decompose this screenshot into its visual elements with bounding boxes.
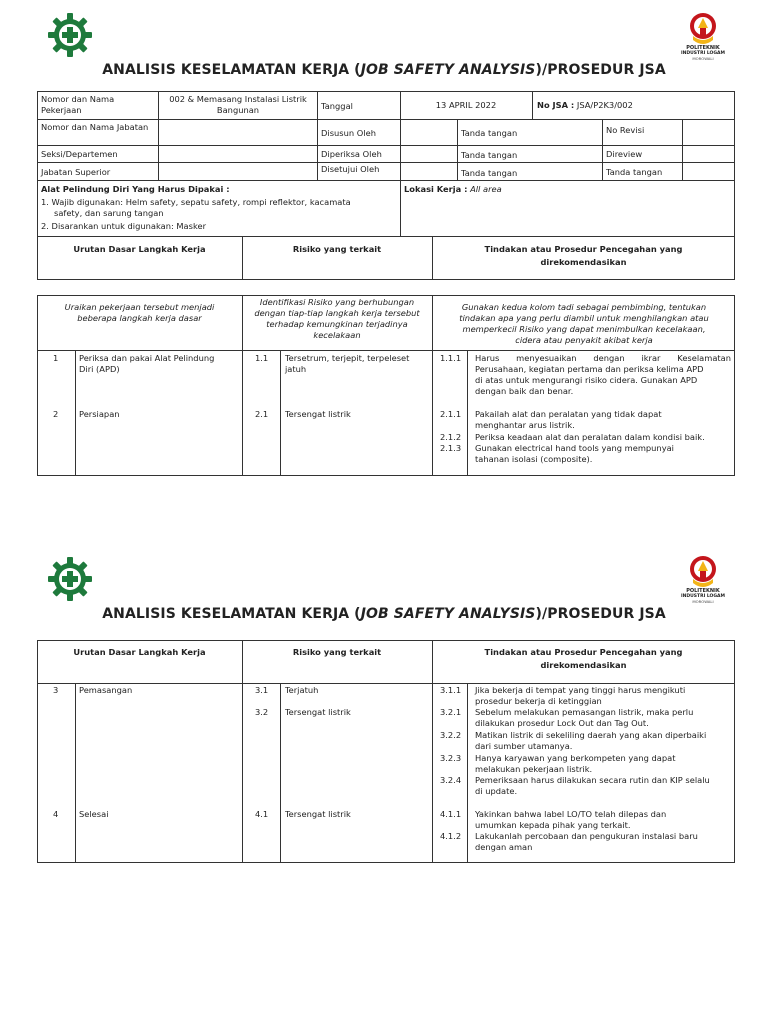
guide-actions-1: Gunakan kedua kolom tadi sebagai pembimbing, tentukan: [461, 302, 707, 312]
row4-risk-number: 4.1: [255, 809, 269, 819]
row3-risk1: Terjatuh: [285, 685, 319, 695]
page2-title: [0, 606, 768, 622]
action-3-2-1-number: 3.2.1: [440, 707, 462, 717]
action-3-2-2-b: dari sumber utamanya.: [475, 741, 573, 751]
guide-actions-4: cidera atau penyakit akibat kerja: [515, 335, 653, 345]
action-3-2-4-b: di update.: [475, 786, 518, 796]
label-disusun-oleh: Disusun Oleh: [321, 128, 376, 138]
row1-action-number: 1.1.1: [440, 353, 462, 363]
label-lokasi-kerja: Lokasi Kerja :: [404, 184, 468, 194]
no-jsa: [537, 100, 633, 111]
label-nomor-nama-pekerjaan: Nomor dan Nama Pekerjaan: [41, 94, 115, 115]
label-jabatan-superior: Jabatan Superior: [41, 167, 111, 177]
row3-step: Pemasangan: [79, 685, 133, 695]
poltek-logo-page2: [676, 553, 730, 609]
label-tanda-tangan-1: Tanda tangan: [461, 128, 518, 138]
action-3-2-1-b: dilakukan prosedur Lock Out dan Tag Out.: [475, 718, 649, 728]
row3-risk2: Tersengat listrik: [285, 707, 351, 717]
action-4-1-1-number: 4.1.1: [440, 809, 462, 819]
label-seksi-departemen: Seksi/Departemen: [41, 149, 118, 159]
label-diperiksa-oleh: Diperiksa Oleh: [321, 149, 382, 159]
col-header-steps: Urutan Dasar Langkah Kerja: [73, 244, 206, 254]
label-tanda-tangan-3: Tanda tangan: [461, 168, 518, 178]
title-italic: JOB SAFETY ANALYSIS: [360, 62, 536, 78]
row2-number: 2: [53, 409, 59, 419]
k3-gear-cross-logo: [47, 12, 93, 58]
guide-steps-1: Uraikan pekerjaan tersebut menjadi: [64, 302, 215, 312]
guide-steps-2: beberapa langkah kerja dasar: [77, 313, 202, 323]
k3-gear-cross-logo-page2: [47, 556, 93, 602]
label-no-jsa: No JSA :: [537, 100, 575, 110]
col-header-actions-2: direkomendasikan: [540, 257, 627, 267]
guide-risks-3: terhadap kemungkinan terjadinya: [266, 319, 408, 329]
row2-action3-2: tahanan isolasi (composite).: [475, 454, 593, 464]
poltek-logo: [676, 10, 730, 66]
poltek-logo-text-3: MOROWALI: [692, 599, 714, 604]
row2-action2: Periksa keadaan alat dan peralatan dalam kondisi baik.: [475, 432, 705, 442]
row2-action3-1: Gunakan electrical hand tools yang mempunyai: [475, 443, 674, 453]
label-no-revisi: No Revisi: [606, 125, 645, 135]
poltek-logo-text-3: MOROWALI: [692, 56, 714, 61]
label-tanggal: Tanggal: [321, 101, 353, 111]
poltek-logo-text-1: POLITEKNIK: [686, 588, 720, 594]
col-header-actions-1: Tindakan atau Prosedur Pencegahan yang: [484, 244, 683, 254]
title-suffix: )/PROSEDUR JSA: [535, 62, 666, 78]
action-4-1-2-number: 4.1.2: [440, 831, 462, 841]
row2-action1-1: Pakailah alat dan peralatan yang tidak dapat: [475, 409, 662, 419]
row3-number: 3: [53, 685, 59, 695]
col-header-risks-p2: Risiko yang terkait: [292, 647, 382, 657]
row1-number: 1: [53, 353, 59, 363]
poltek-emblem-icon: [688, 553, 718, 593]
label-disetujui-oleh: Disetujui Oleh: [321, 164, 380, 174]
guide-actions-3: memperkecil Risiko yang dapat menimbulkan kecelakaan,: [462, 324, 706, 334]
action-3-2-3-number: 3.2.3: [440, 753, 462, 763]
row2-risk: Tersengat listrik: [285, 409, 351, 419]
row2-action1-2: menghantar arus listrik.: [475, 420, 575, 430]
action-4-1-2-a: Lakukanlah percobaan dan pengukuran instalasi baru: [475, 831, 698, 841]
action-3-2-2-number: 3.2.2: [440, 730, 462, 740]
row1-action-2: Perusahaan, kegiatan pertama dan periksa kelima APD: [475, 364, 704, 374]
row3-risk1-number: 3.1: [255, 685, 269, 695]
row1-step-1: Periksa dan pakai Alat Pelindung: [79, 353, 215, 363]
title-italic: JOB SAFETY ANALYSIS: [360, 606, 536, 622]
lokasi-kerja: [404, 184, 502, 195]
title-prefix: ANALISIS KESELAMATAN KERJA (: [102, 62, 361, 78]
action-3-2-3-a: Hanya karyawan yang berkompeten yang dapat: [475, 753, 676, 763]
row3-risk2-number: 3.2: [255, 707, 269, 717]
guide-actions-2: tindakan apa yang perlu diambil untuk menghilangkan atau: [459, 313, 709, 323]
action-3-2-3-b: melakukan pekerjaan listrik.: [475, 764, 593, 774]
row1-step-2: Diri (APD): [79, 364, 120, 374]
action-3-2-1-a: Sebelum melakukan pemasangan listrik, maka perlu: [475, 707, 694, 717]
action-3-2-4-a: Pemeriksaan harus dilakukan secara rutin dan KIP selalu: [475, 775, 710, 785]
row2-step: Persiapan: [79, 409, 120, 419]
row4-step: Selesai: [79, 809, 109, 819]
row2-action1-number: 2.1.1: [440, 409, 462, 419]
action-4-1-1-b: umumkan kepada pihak yang terkait.: [475, 820, 631, 830]
col-header-actions-1-p2: Tindakan atau Prosedur Pencegahan yang: [484, 647, 683, 657]
value-no-jsa: JSA/P2K3/002: [576, 100, 633, 110]
apd-heading: Alat Pelindung Diri Yang Harus Dipakai :: [41, 184, 230, 194]
apd-item-2: 2. Disarankan untuk digunakan: Masker: [41, 221, 206, 231]
row4-risk: Tersengat listrik: [285, 809, 351, 819]
guide-risks-4: kecelakaan: [313, 330, 361, 340]
label-tanda-tangan-4: Tanda tangan: [606, 167, 663, 177]
title-prefix: ANALISIS KESELAMATAN KERJA (: [102, 606, 361, 622]
row1-risk-number: 1.1: [255, 353, 269, 363]
col-header-actions-2-p2: direkomendasikan: [540, 660, 627, 670]
row2-action3-number: 2.1.3: [440, 443, 462, 453]
label-direview: Direview: [606, 149, 643, 159]
label-tanda-tangan-2: Tanda tangan: [461, 150, 518, 160]
guide-risks-2: dengan tiap-tiap langkah kerja tersebut: [254, 308, 420, 318]
apd-item-1: 1. Wajib digunakan: Helm safety, sepatu safety, rompi reflektor, kacamata: [41, 197, 351, 207]
col-header-steps-p2: Urutan Dasar Langkah Kerja: [73, 647, 206, 657]
col-header-risks: Risiko yang terkait: [292, 244, 382, 254]
value-lokasi-kerja: All area: [470, 184, 502, 194]
action-3-1-1-b: prosedur bekerja di ketinggian: [475, 696, 602, 706]
action-3-2-2-a: Matikan listrik di sekeliling daerah yang akan diperbaiki: [475, 730, 707, 740]
action-3-2-4-number: 3.2.4: [440, 775, 462, 785]
action-4-1-2-b: dengan aman: [475, 842, 533, 852]
row2-risk-number: 2.1: [255, 409, 269, 419]
action-4-1-1-a: Yakinkan bahwa label LO/TO telah dilepas dan: [475, 809, 667, 819]
row1-risk-1: Tersetrum, terjepit, terpeleset: [285, 353, 410, 363]
label-nomor-nama-jabatan: Nomor dan Nama Jabatan: [41, 122, 149, 132]
value-nomor-nama-pekerjaan: 002 & Memasang Instalasi Listrik Bangunan: [169, 94, 307, 115]
value-tanggal: 13 APRIL 2022: [435, 100, 497, 110]
action-3-1-1-number: 3.1.1: [440, 685, 462, 695]
title-suffix: )/PROSEDUR JSA: [535, 606, 666, 622]
row4-number: 4: [53, 809, 59, 819]
row1-risk-2: jatuh: [285, 364, 307, 374]
page1-title: [0, 62, 768, 78]
action-3-1-1-a: Jika bekerja di tempat yang tinggi harus mengikuti: [475, 685, 686, 695]
poltek-emblem-icon: [688, 10, 718, 50]
poltek-logo-text-2: INDUSTRI LOGAM: [680, 594, 726, 599]
apd-item-1-cont: safety, dan sarung tangan: [54, 208, 164, 218]
poltek-logo-text-1: POLITEKNIK: [686, 45, 720, 51]
row2-action2-number: 2.1.2: [440, 432, 462, 442]
poltek-logo-text-2: INDUSTRI LOGAM: [680, 51, 726, 56]
row1-action-1: Harus menyesuaikan dengan ikrar Keselamatan: [475, 353, 731, 363]
row1-action-4: dengan baik dan benar.: [475, 386, 574, 396]
guide-risks-1: Identifikasi Risiko yang berhubungan: [259, 297, 415, 307]
row1-action-3: di atas untuk mengurangi risiko cidera. Gunakan APD: [475, 375, 698, 385]
